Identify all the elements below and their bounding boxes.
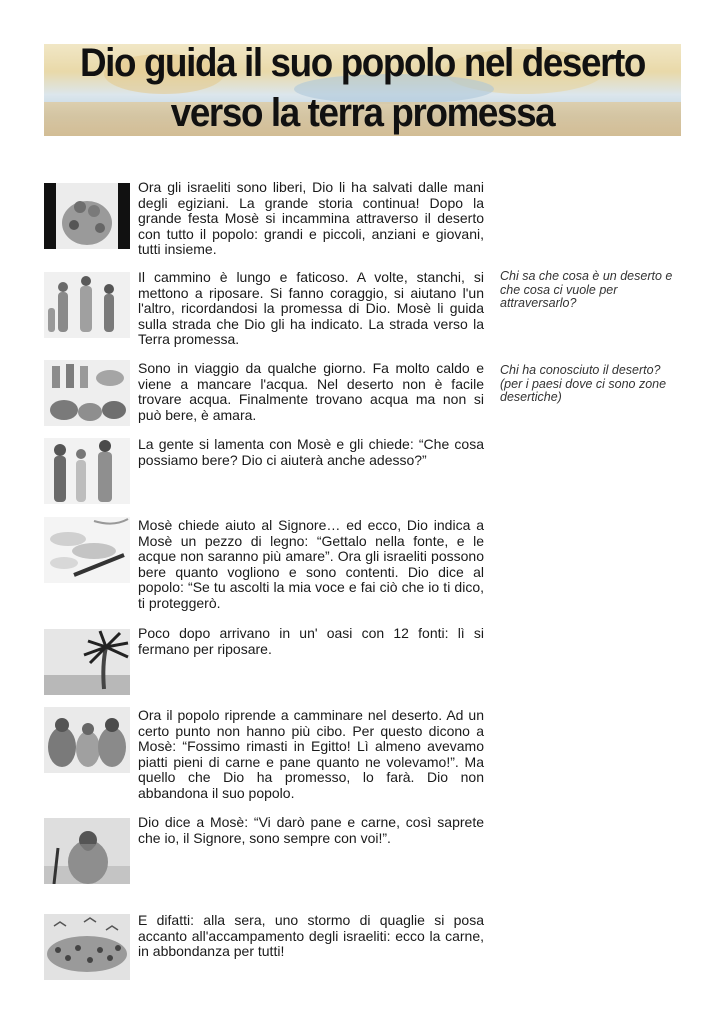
story-paragraph-9: E difatti: alla sera, uno stormo di quaglie si posa accanto all'accampamento degli israeliti: ecco la carne, in abbondanza per tutti! [138,912,484,959]
wood-in-water-illustration [44,517,130,583]
story-paragraph-1: Ora gli israeliti sono liberi, Dio li ha salvati dalle mani degli egiziani. La grande storia continua! Dopo la grande festa Mosè si incammina attraverso il deserto con tutto il popolo: grandi e piccoli, anziani e giovani, tutti insieme. [138,179,484,257]
page-title-line-2: verso la terra promessa [170,91,555,135]
quail-camp-illustration [44,914,130,980]
story-paragraph-5: Mosè chiede aiuto al Signore… ed ecco, Dio indica a Mosè un pezzo di legno: “Gettalo nella fonte, e le acque non saranno più amare”. Ora gli israeliti possono bere quanto vogliono e sono contenti. Dio dice al popolo: “Se tu ascolti la mia voce e fai ciò che io ti dico, ti proteggerò. [138,517,484,611]
side-note-1: Chi sa che cosa è un deserto e che cosa ci vuole per attraversarlo? [500,269,673,310]
story-paragraph-4: La gente si lamenta con Mosè e gli chiede: “Che cosa possiamo bere? Dio ci aiuterà anche adesso?” [138,436,484,468]
side-note-2: Chi ha conosciuto il deserto? (per i paesi dove ci sono zone desertiche) [500,363,667,404]
oasis-palm-illustration [44,629,130,695]
story-paragraph-8: Dio dice a Mosè: “Vi darò pane e carne, così saprete che io, il Signore, sono sempre con voi!”. [138,814,484,846]
page-title-line-1: Dio guida il suo popolo nel deserto [79,41,646,85]
story-paragraph-2: Il cammino è lungo e faticoso. A volte, stanchi, si mettono a riposare. Si fanno coraggio, si aiutano l'un l'altro, ricordandosi la promessa di Dio. Mosè li guida sulla strada che Dio gli ha indicato. La strada verso la Terra promessa. [138,269,484,347]
story-paragraph-7: Ora il popolo riprende a camminare nel deserto. Ad un certo punto non hanno più cibo. Per questo dicono a Mosè: “Fossimo rimasti in Egitto! Lì almeno avevamo piatti pieni di carne e pane quanto ne volevamo!”. Ma quello che Dio ha promesso, lo farà. Dio non abbandona il suo popolo. [138,707,484,801]
story-paragraph-6: Poco dopo arrivano in un' oasi con 12 fonti: lì si fermano per riposare. [138,625,484,657]
moses-praying-illustration [44,818,130,884]
people-walking-illustration [44,272,130,338]
people-complain-illustration [44,438,130,504]
israelites-freed-illustration [44,183,130,249]
hungry-people-illustration [44,707,130,773]
story-paragraph-3: Sono in viaggio da qualche giorno. Fa molto caldo e viene a mancare l'acqua. Nel deserto non è facile trovare acqua. Finalmente trovano acqua ma non si può bere, è amara. [138,360,484,423]
desert-journey-illustration [44,360,130,426]
